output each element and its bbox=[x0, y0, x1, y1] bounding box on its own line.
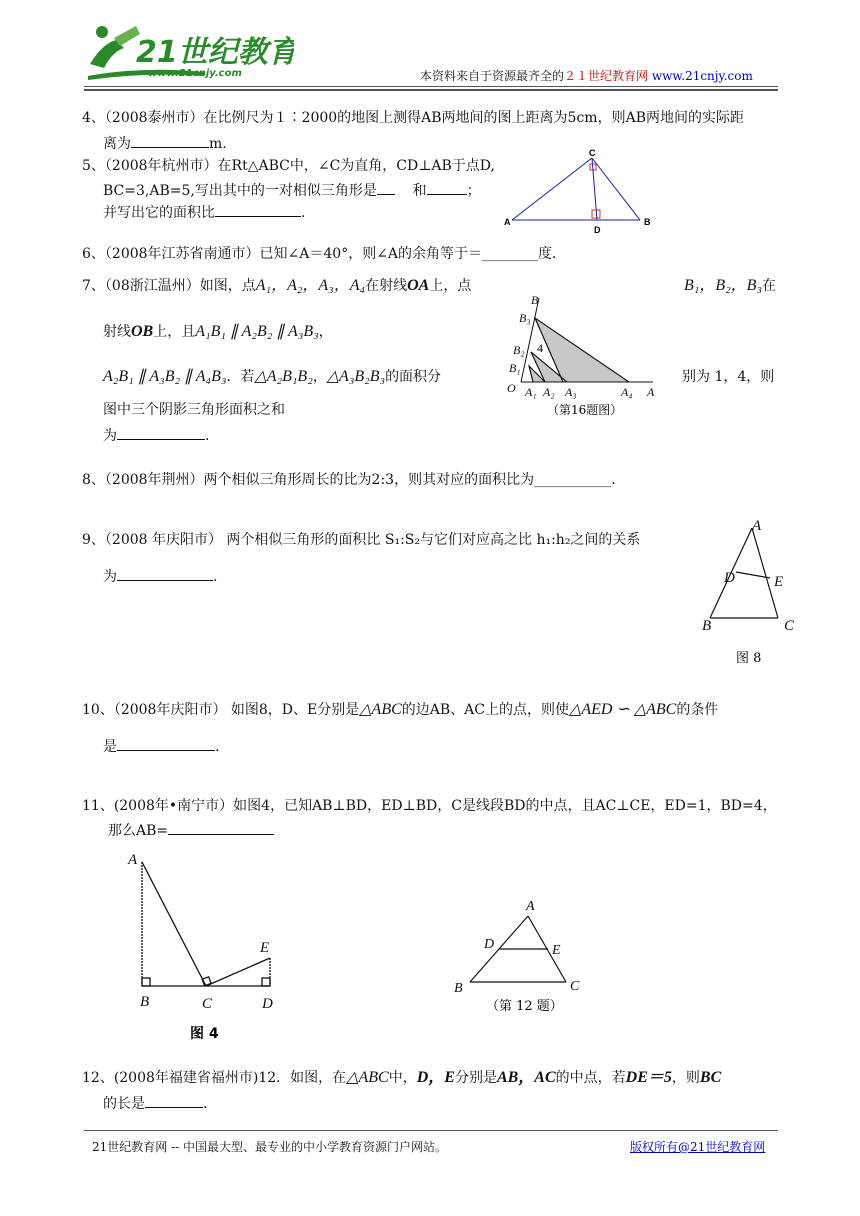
q7-label-a: A bbox=[647, 385, 655, 399]
q10-similarity: △AED ∽ △ABC bbox=[569, 701, 677, 718]
header-note-prefix: 本资料来自于资源最齐全的 bbox=[420, 69, 565, 83]
q11-line1: 11、(2008年•南宁市）如图4，已知AB⊥BD，ED⊥BD，C是线段BD的中点，且AC⊥CE，ED=1，BD=4， bbox=[82, 798, 777, 814]
q7-text-g: ， bbox=[318, 324, 333, 340]
header-note-site-link[interactable]: www.21cnjy.com bbox=[651, 69, 753, 83]
q11-text-a: 那么AB= bbox=[108, 823, 169, 839]
q12-text-g: . bbox=[203, 1096, 208, 1112]
q7-points-b: B₁，B₂，B₃ bbox=[684, 277, 763, 294]
q11-label-b: B bbox=[140, 994, 150, 1010]
q12-figure-caption: （第 12 题） bbox=[486, 999, 563, 1014]
q7-label-a1: A₁ bbox=[525, 385, 537, 399]
q5-answer-blank-1[interactable] bbox=[377, 180, 395, 195]
q5-text-a: BC=3,AB=5,写出其中的一对相似三角形是 bbox=[103, 183, 377, 199]
q7-label-a2: A₂ bbox=[543, 385, 555, 399]
header-note bbox=[420, 67, 753, 84]
q10-text-d: 是 bbox=[103, 739, 117, 755]
q5-label-c: C bbox=[589, 148, 596, 158]
q7-label-a4: A₄ bbox=[621, 385, 633, 399]
q7-text-i: ， bbox=[312, 369, 327, 385]
q9-figure-caption: 图 8 bbox=[736, 651, 762, 666]
q10-line2 bbox=[103, 736, 219, 757]
q7-line4: 图中三个阴影三角形面积之和 bbox=[103, 402, 285, 418]
q7-ray-ob: OB bbox=[131, 323, 154, 340]
q12-text-e: ，则 bbox=[671, 1070, 700, 1086]
q5-label-d: D bbox=[594, 225, 601, 234]
site-logo bbox=[84, 18, 294, 84]
q11-label-c: C bbox=[202, 996, 213, 1012]
q11-answer-blank[interactable] bbox=[168, 820, 274, 835]
q9-label-b: B bbox=[702, 618, 712, 634]
q5-text-e: . bbox=[301, 205, 306, 221]
q4-text-a: 离为 bbox=[103, 136, 131, 152]
q7-label-a3: A₃ bbox=[565, 385, 577, 399]
q11-label-d: D bbox=[262, 996, 273, 1012]
q9-label-d: D bbox=[724, 570, 735, 586]
q9-answer-blank[interactable] bbox=[117, 566, 213, 581]
q10-line1 bbox=[82, 700, 718, 720]
q7-text-f: 上，且 bbox=[153, 324, 196, 340]
q7-label-b: B bbox=[531, 293, 539, 307]
q7-triangle-2: △A₃B₂B₃ bbox=[326, 368, 386, 385]
q7-line5 bbox=[103, 425, 209, 446]
header-divider bbox=[84, 86, 778, 87]
q7-text-l: . bbox=[205, 428, 210, 444]
q12-label-b: B bbox=[454, 981, 463, 996]
q11-label-a: A bbox=[128, 852, 138, 868]
q7-text-h: ．若 bbox=[226, 369, 255, 385]
q7-points-a: A₁，A₂，A₃，A₄ bbox=[255, 277, 366, 294]
q7-triangle-1: △A₂B₁B₂ bbox=[254, 368, 313, 385]
q12-text-f: 的长是 bbox=[103, 1096, 145, 1112]
q7-line2 bbox=[103, 322, 333, 342]
q7-text-c: 上，点 bbox=[429, 278, 472, 294]
q7-text-a: 7、（08浙江温州）如图，点 bbox=[82, 278, 256, 294]
q8-line: 8、（2008年荆州）两个相似三角形周长的比为2:3，则其对应的面积比为___________. bbox=[82, 472, 616, 488]
q9-label-a: A bbox=[752, 518, 762, 534]
q10-text-b: 的边AB、AC上的点，则使 bbox=[401, 702, 570, 718]
q12-text-d: 的中点，若 bbox=[555, 1070, 626, 1086]
logo-url: www.21cnjy.com bbox=[148, 68, 242, 79]
q7-label-b2: B₂ bbox=[513, 343, 525, 357]
q4-line1: 4、（2008泰州市）在比例尺为１∶2000的地图上测得AB两地间的图上距离为5cm，则AB两地间的实际距 bbox=[82, 110, 744, 126]
q7-figure bbox=[503, 290, 663, 420]
q7-line3 bbox=[103, 367, 441, 387]
q11-figure bbox=[118, 846, 288, 1046]
header-divider-thick bbox=[84, 89, 778, 91]
header-note-brand[interactable]: ２１世纪教育网 bbox=[564, 69, 649, 83]
q9-text-a: 为 bbox=[103, 569, 117, 585]
q7-text-k: 为 bbox=[103, 428, 117, 444]
q5-line1: 5、（2008年杭州市）在Rt△ABC中，∠C为直角，CD⊥AB于点D, bbox=[82, 158, 495, 174]
q9-label-e: E bbox=[774, 574, 784, 590]
q11-line2 bbox=[108, 820, 274, 841]
q5-answer-blank-3[interactable] bbox=[215, 202, 301, 217]
q5-line3 bbox=[103, 202, 305, 223]
q12-de-equation: DE＝5 bbox=[625, 1069, 672, 1086]
q7-text-j: 的面积分 bbox=[385, 369, 442, 385]
q12-label-c: C bbox=[570, 979, 580, 994]
q7-line1 bbox=[82, 276, 471, 296]
q9-label-c: C bbox=[784, 618, 795, 634]
q12-label-d: D bbox=[484, 937, 495, 952]
q5-text-d: 并写出它的面积比 bbox=[103, 205, 215, 221]
q6-line: 6、（2008年江苏省南通市）已知∠A＝40°，则∠A的余角等于＝________度. bbox=[82, 246, 557, 262]
q7-text-d: 在 bbox=[762, 278, 777, 294]
q12-sides: AB，AC bbox=[496, 1069, 556, 1086]
q7-text-e: 射线 bbox=[103, 324, 131, 340]
q12-text-a: 12、(2008年福建省福州市)12．如图，在 bbox=[82, 1070, 347, 1086]
q4-text-b: m. bbox=[209, 136, 227, 152]
q12-label-e: E bbox=[552, 943, 561, 958]
q10-text-a: 10、（2008年庆阳市） 如图8，D、E分别是 bbox=[82, 702, 360, 718]
q5-answer-blank-2[interactable] bbox=[427, 180, 467, 195]
q10-text-e: . bbox=[215, 739, 220, 755]
q7-parallel-1: A₁B₁ ∥ A₂B₂ ∥ A₃B₃ bbox=[195, 323, 319, 340]
q12-text-c: 分别是 bbox=[454, 1070, 497, 1086]
q7-label-b1: B₁ bbox=[509, 361, 521, 375]
q10-text-c: 的条件 bbox=[676, 702, 719, 718]
q5-figure bbox=[500, 146, 660, 234]
q9-line1: 9、（2008 年庆阳市） 两个相似三角形的面积比 S₁:S₂与它们对应高之比 h₁:h₂之间的关系 bbox=[82, 532, 641, 548]
q4-line2 bbox=[103, 133, 227, 154]
q12-label-a: A bbox=[526, 899, 535, 914]
footer-tagline: 21世纪教育网 -- 中国最大型、最专业的中小学教育资源门户网站。 bbox=[92, 1140, 448, 1154]
q9-line2 bbox=[103, 566, 217, 587]
q5-label-b: B bbox=[644, 217, 651, 227]
logo-graphic bbox=[84, 18, 294, 84]
q12-answer-blank[interactable] bbox=[145, 1093, 203, 1108]
q7-figure-caption: （第16题图） bbox=[547, 403, 623, 417]
q5-label-a: A bbox=[504, 217, 511, 227]
q12-figure bbox=[450, 896, 590, 1020]
q7-label-four: 4 bbox=[537, 341, 543, 355]
q9-figure bbox=[696, 514, 806, 670]
q7-ray-oa: OA bbox=[407, 277, 430, 294]
q12-text-b: 中， bbox=[388, 1070, 417, 1086]
q5-text-c: ； bbox=[466, 183, 481, 199]
footer-copyright-link[interactable]: 版权所有@21世纪教育网 bbox=[630, 1140, 766, 1154]
q12-points-de: D，E bbox=[416, 1069, 455, 1086]
footer-divider bbox=[84, 1130, 778, 1131]
q10-triangle-abc: △ABC bbox=[359, 701, 402, 718]
logo-text: 21世纪教育 bbox=[136, 35, 294, 70]
q12-line1 bbox=[82, 1068, 721, 1088]
q7-line3-right: 别为 1，4，则 bbox=[682, 369, 775, 385]
q4-answer-blank[interactable] bbox=[131, 133, 209, 148]
q11-figure-caption: 图 4 bbox=[190, 1026, 219, 1042]
q7-label-b3: B₃ bbox=[519, 311, 531, 325]
q7-answer-blank[interactable] bbox=[117, 425, 205, 440]
q10-answer-blank[interactable] bbox=[117, 736, 215, 751]
q7-label-o: O bbox=[507, 381, 516, 395]
q5-line2 bbox=[103, 180, 481, 201]
q9-text-b: . bbox=[213, 569, 218, 585]
q5-text-b: 和 bbox=[412, 183, 427, 199]
q12-side-bc: BC bbox=[699, 1069, 722, 1086]
q7-line1-right bbox=[684, 276, 776, 296]
q7-parallel-2: A₂B₁ ∥ A₃B₂ ∥ A₄B₃ bbox=[103, 368, 227, 385]
q12-triangle: △ABC bbox=[346, 1069, 389, 1086]
q7-text-b: 在射线 bbox=[365, 278, 408, 294]
q12-line2 bbox=[103, 1093, 207, 1114]
q11-label-e: E bbox=[260, 940, 270, 956]
